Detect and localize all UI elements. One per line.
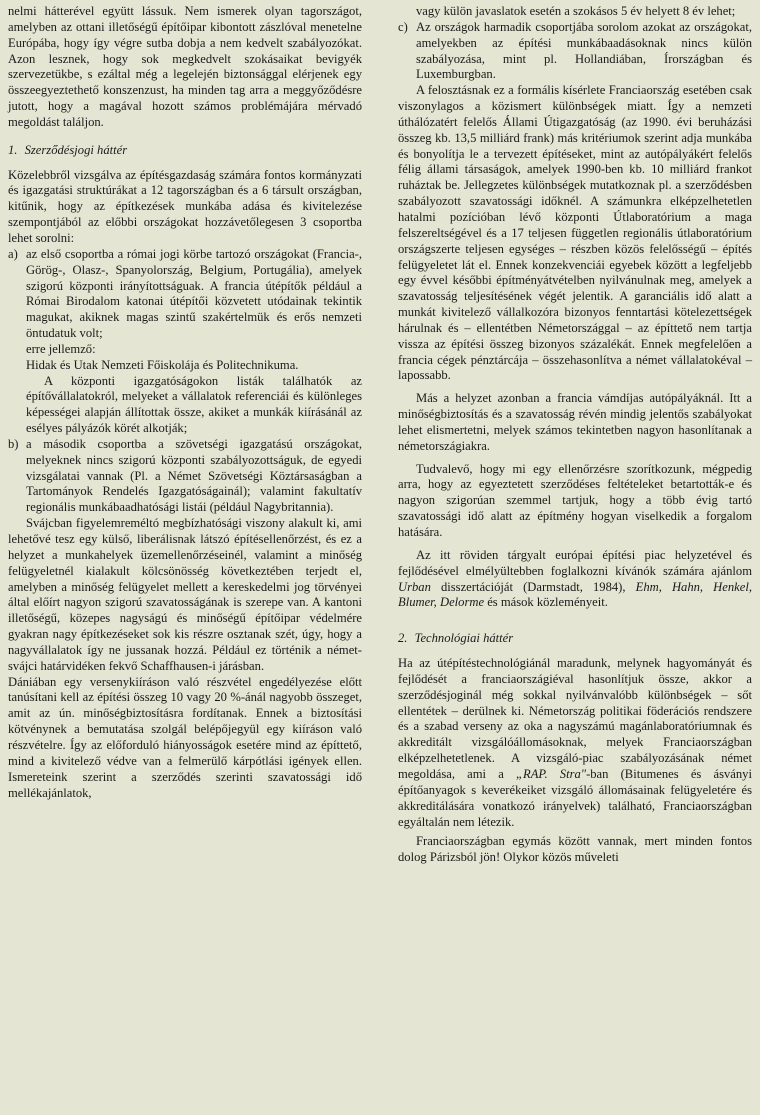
list-marker: b) bbox=[8, 436, 19, 451]
paragraph: Svájcban figyelemreméltó megbízhatósági viszony alakult ki, ami lehetővé tesz egy külső, liberálisnak látszó építésellenőrzést, és ez a helyzet a munkahelyek üzemellenőrzéseinél, valamint a minőség felügyeletnél kialakult kölcsönösség következtében terjedt el, amelyben a minőség felügyelet mellett a kereskedelmi jog törvényei által előírt nagyon szigorú szavatosságának is szerepe van. A kantoni illetőségű, közepes nagyságú és minőségű építőipar védelmére gyakran nagy építkezéseket sok kis részre osztanak szét, úgy, hogy a nagyvállalatok így ne jussanak hozzá. Például ez történik a német-svájci határvidéken fekvő Schaffhausen-i járásban. bbox=[8, 516, 362, 673]
paragraph-references bbox=[398, 548, 752, 611]
list-item-b bbox=[8, 437, 362, 516]
right-column bbox=[398, 4, 752, 866]
section-title: Technológiai háttér bbox=[414, 631, 514, 646]
text-run: Az itt röviden tárgyalt európai építési piac helyzetével és fejlődésével elmélyültebben foglalkozni kívánók számára ajánlom bbox=[398, 547, 752, 578]
intro-paragraph: nelmi hátterével együtt lássuk. Nem ismerek olyan tagországot, amelyben az ottani illetőségű építőipar kibontott zászlóval menetelne Európába, hogy így végre sutba dobja a nem kedvelt szabályozókat. Azon lesznek, hogy sok megkedvelt szokásaikat bevigyék szervezetükbe, s ezáltal még a legelején biztonsággal elérjenek egy összeegyeztethető konszenzust, ha minden tag arra a meggyőződésre jutott, hogy a magával hozott számos problémájára mérvadó megoldást találjon. bbox=[8, 4, 362, 129]
text-run: -ban (Bitumenes és ásványi építőanyagok s keverékeiket vizsgáló állomásainak felügyeletére és akkreditálására vonatkozó irányelvek) található, Franciaországban egyáltalán nem létezik. bbox=[398, 766, 752, 829]
text-run: Ha az útépítéstechnológiánál maradunk, melynek hagyományát és fejlődését a franciaországiéval hasonlítjuk össze, akkor a szerződésjoginál még sokkal nyilvánvalóbb különbségek – sőt ellentétek – derülnek ki. Németország politikai föderációs rendszere és a szabad verseny az oka a nagyszámú magánlaboratóriumnak és akkreditált vizsgálóállomásoknak, melyek Franciaországban elképzelhetetlenek. A vizsgáló-piac szabályozásának német megoldása, ami a bbox=[398, 656, 752, 781]
list-item-text: a második csoportba a szövetségi igazgatású országokat, melyeknek nincs szigorú központi szabályozottságuk, de egyedi vizsgálatai vannak (Pl. a Német Szövetségi Köztársaságban a Tartományok Rendelés Igazgatóságainál); valamint fakultatív regionális munkábaadhatósági listái (például Nagybritannia). bbox=[26, 436, 362, 515]
list-item-subtext: erre jellemző: bbox=[26, 341, 96, 356]
text-run: és mások közleményeit. bbox=[487, 595, 608, 610]
list-item-text: Az országok harmadik csoportjába sorolom azokat az országokat, amelyekben az építési munkábaadásoknak nincs külön szabályozása, mint pl. Hollandiában, Írországban és Luxemburgban. bbox=[416, 19, 752, 82]
list-item-a bbox=[8, 247, 362, 437]
section-heading-contract-law bbox=[8, 143, 362, 159]
section-heading-technology bbox=[398, 631, 752, 647]
text-run: disszertációját (Darmstadt, 1984), bbox=[440, 579, 626, 594]
section-title: Szerződésjogi háttér bbox=[24, 142, 128, 157]
author-names: Ehm, Hahn, Henkel, Blumer, Delorme bbox=[398, 579, 752, 610]
regulation-name: „RAP. Stra" bbox=[516, 766, 587, 781]
list-item-text: az első csoportba a római jogi körbe tartozó országokat (Francia-, Görög-, Olasz-, Spanyolország, Belgium, Portugália), amelyek szigorú központi irányítottságuak. A francia útépítők például a Római Birodalom katonai útépítői közvetett utódainak tekintik magukat, akiknek magas szintű szakértelmük és erős nemzeti öntudatuk volt; bbox=[26, 246, 362, 341]
list-item-c bbox=[398, 20, 752, 83]
list-marker: a) bbox=[8, 246, 18, 261]
paragraph: Franciaországban egymás között vannak, mert minden fontos dolog Párizsból jön! Olykor közös műveleti bbox=[398, 834, 752, 865]
paragraph: A felosztásnak ez a formális kísérlete Franciaország esetében csak viszonylagos a közismert különbségek miatt. Így a nemzeti úthálózatért felelős Állami Útigazgatóság (az 1990. évi beruházási összeg kb. 13,5 milliárd frank) más kritériumok szerint adja munkába és bonyolítja le a tervezett építéseket, mint az autópályákért felelős félig állami társaságok, amelyek 1990-ben kb. 10 milliárd frankot ruháztak be. Jellegzetes különbségek mutatkoznak pl. a szerződésben szabályozott szavatossági időknél. A számunkra elképzelhetetlen hatalmi pozícióban lévő központi Útlaboratórium a maga felszereltségével és a 17 teljesen független regionális útlaboratórium országszerte teljesen egységes – részben közös felelősségű – építés felügyeletet lát el. Ennek konzekvenciái egyebek között a legfeljebb egy évvel későbbi építményátvételben nyilvánulnak meg, amelyek a szavatosság teljesítésének végét jelentik. A garanciális idő alatt a munkát kivitelező vállalkozóra bizonyos fenntartási kötelezettségek hárulnak és – ellentétben Németországgal – az építtető nem tartja vissza az építési összeg bizonyos százalékát. Ennek megfelelően a francia cégek pénztárcája – összehasonlítva a német vállalatokéval – lapossabb. bbox=[398, 83, 752, 383]
list-marker: c) bbox=[398, 19, 408, 34]
paragraph: Dániában egy versenykiíráson való részvétel engedélyezése előtt tanúsítani kell az építési összeg 10 vagy 20 %-ánál nagyobb összeget, amit az ún. minőségbiztosításra fordítanak. Ennek a biztosítási kötvénynek a bemutatása szolgál belépőjegyül egy kiíráson való részvételre. Így az előforduló hiányosságok esetére mind az építtető, mind a kivitelező védve van a felmerülő kárpótlási igények ellen. Ismereteink szerint a szerződés szerinti szavatossági idő mellékajánlatok, bbox=[8, 674, 362, 800]
list-item-subtext: Hidak és Utak Nemzeti Főiskolája és Politechnikuma. bbox=[26, 357, 299, 372]
paragraph: Közelebbről vizsgálva az építésgazdaság számára fontos kormányzati és igazgatási struktúrákat a 12 tagországban és a 6 társult országban, kitűnik, hogy az építkezések munkába adása és kivitelezése szempontjából az előbbi országokat hozzávetőlegesen 3 csoportba lehet sorolni: bbox=[8, 167, 362, 245]
left-column bbox=[8, 4, 362, 801]
list-continuation: vagy külön javaslatok esetén a szokásos 5 év helyett 8 év lehet; bbox=[416, 4, 736, 18]
section-number: 2. bbox=[398, 631, 408, 646]
author-name: Urban bbox=[398, 579, 431, 594]
paragraph: Tudvalevő, hogy mi egy ellenőrzésre szorítkozunk, mégpedig arra, hogy az egyeztetett szerződéses feltételeket betartották-e és nagyon szigorúan szemmel tartjuk, hogy a több évig tartó szavatossági idő alatt az építmény hogyan viselkedik a forgalom hatására. bbox=[398, 461, 752, 539]
section-number: 1. bbox=[8, 142, 18, 157]
list-item-subtext: A központi igazgatóságokon listák találhatók az építővállalatokról, melyeket a vállalatok referenciái és különleges képességei alapján állítottak össze, akiket a munkák kiírásánál az esélyes pályázók körét alkotják; bbox=[26, 373, 362, 436]
paragraph: Más a helyzet azonban a francia vámdíjas autópályáknál. Itt a minőségbiztosítás és a szavatosság révén mindig jelentős szabályokat lehet elismertetni, melyek számos tekintetben nagyon hasonlítanak a németországiakra. bbox=[398, 391, 752, 453]
paragraph-technology bbox=[398, 656, 752, 830]
